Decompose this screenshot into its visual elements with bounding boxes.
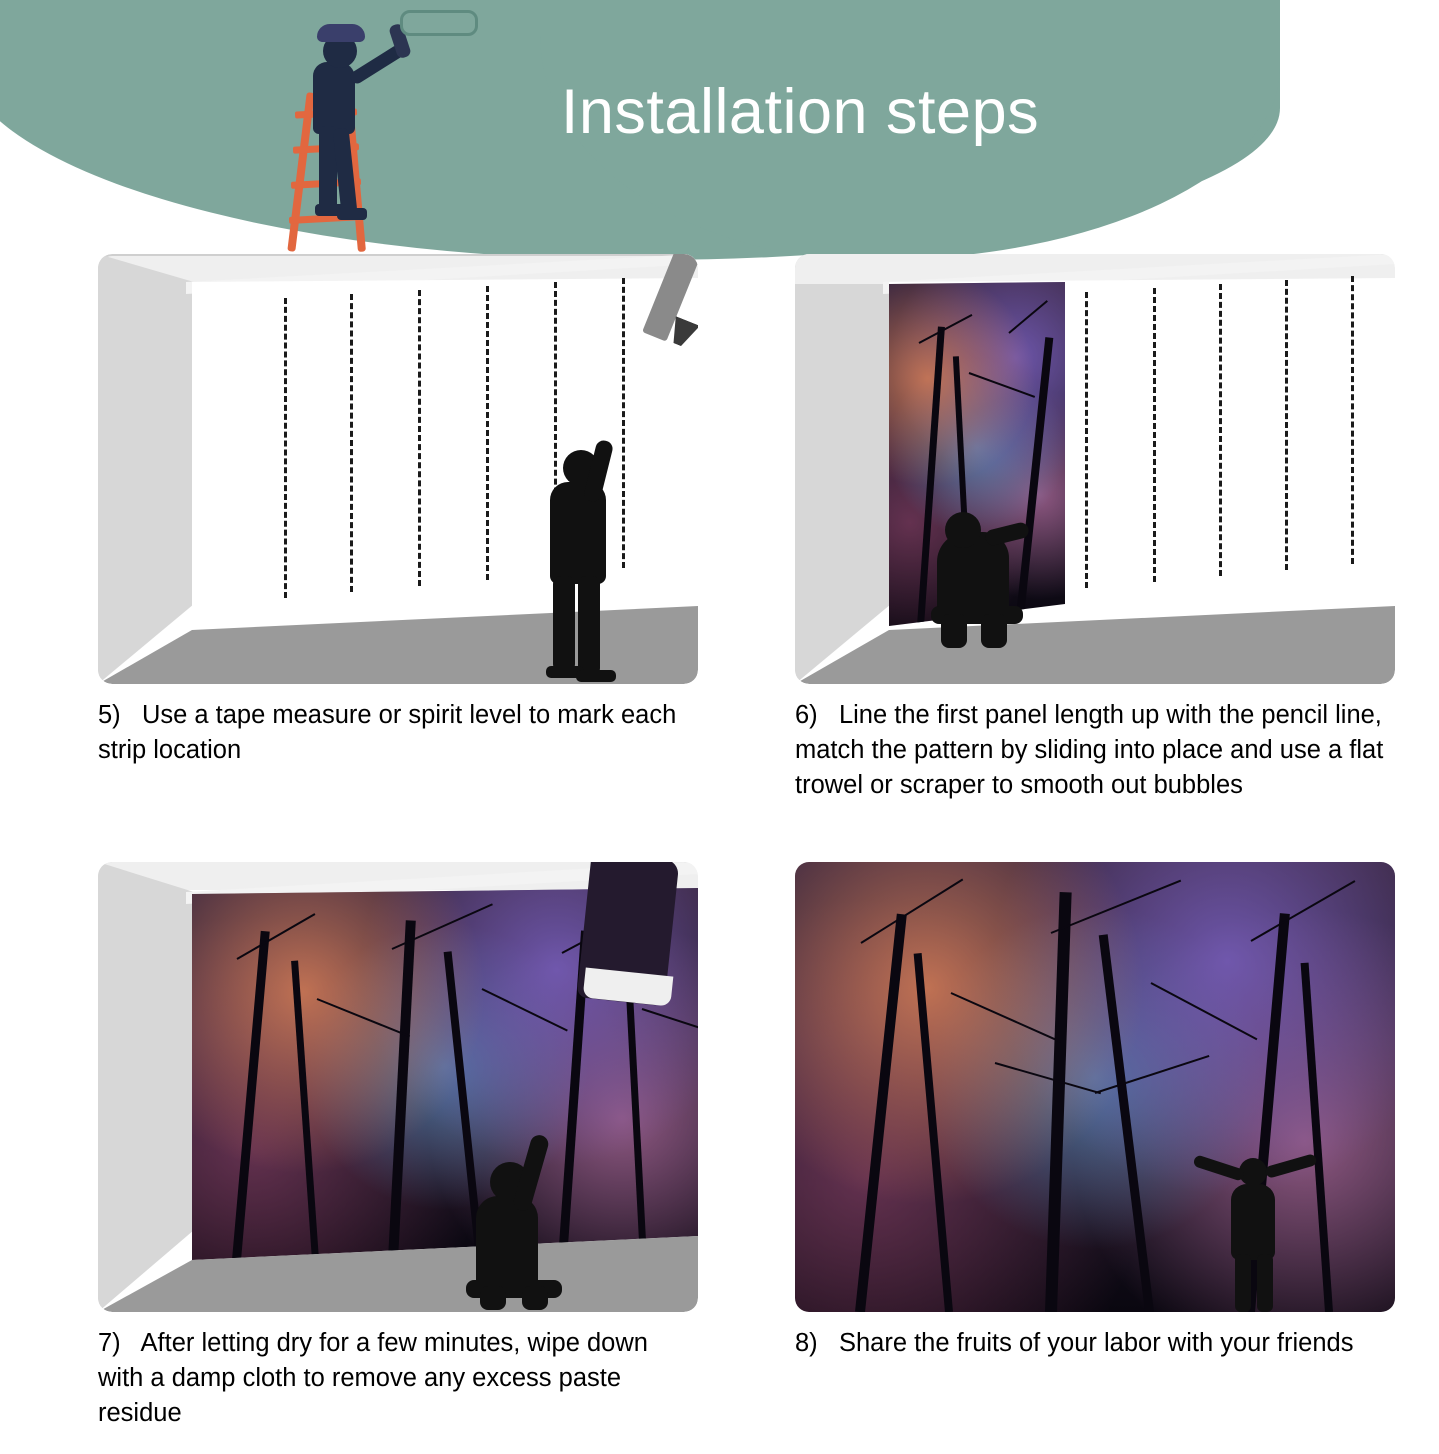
step-7-caption xyxy=(98,1326,698,1432)
step-6-panel xyxy=(795,254,1395,804)
page-title: Installation steps xyxy=(560,77,1040,147)
header-banner xyxy=(0,0,1439,270)
step-7-number: 7) xyxy=(98,1329,121,1357)
step-8-illustration xyxy=(795,862,1395,1312)
step-8-text: Share the fruits of your labor with your friends xyxy=(838,1329,1354,1357)
step-7-text: After letting dry for a few minutes, wipe down with a damp cloth to remove any excess paste residue xyxy=(98,1329,648,1428)
step-5-caption xyxy=(98,698,698,768)
step-7-panel xyxy=(98,862,698,1432)
step-6-illustration xyxy=(795,254,1395,684)
step-6-number: 6) xyxy=(795,701,818,729)
step-8-number: 8) xyxy=(795,1329,818,1357)
step-5-text: Use a tape measure or spirit level to mark each strip location xyxy=(98,701,677,765)
step-8-panel xyxy=(795,862,1395,1361)
step-8-caption xyxy=(795,1326,1395,1361)
finished-mural xyxy=(795,862,1395,1312)
step-5-panel xyxy=(98,254,698,768)
step-7-illustration xyxy=(98,862,698,1312)
step-5-number: 5) xyxy=(98,701,121,729)
step-6-caption xyxy=(795,698,1395,804)
step-6-text: Line the first panel length up with the pencil line, match the pattern by sliding into place and use a flat trowel or scraper to smooth out bubbles xyxy=(795,701,1384,800)
step-5-illustration xyxy=(98,254,698,684)
